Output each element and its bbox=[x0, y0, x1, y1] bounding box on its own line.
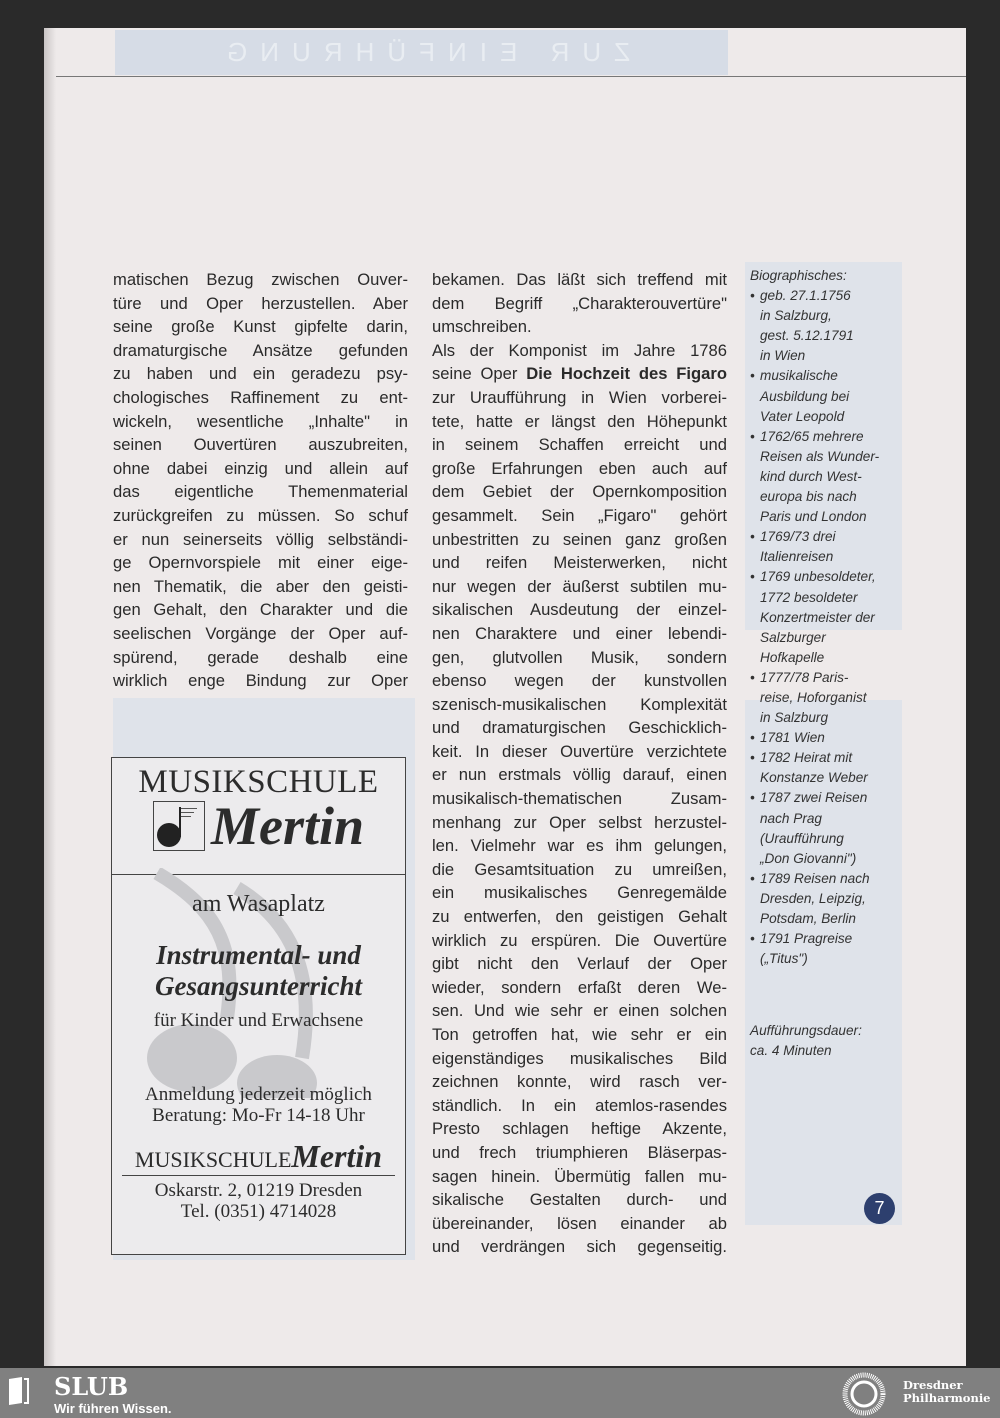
text-line: Presto schlagen heftige Akzente, bbox=[432, 1119, 727, 1139]
biography-line: 1789 Reisen nach bbox=[760, 870, 870, 886]
biography-item-text bbox=[760, 929, 852, 969]
text-line: übereinander, lösen einander ab bbox=[432, 1213, 727, 1233]
biography-item bbox=[750, 788, 900, 868]
text-line: gen Gehalt, den Charakter und die bbox=[113, 600, 408, 620]
philharmonie-name-line1: Dresdner bbox=[903, 1378, 963, 1392]
text-line: er nun erstmals völlig darauf, einen bbox=[432, 765, 727, 785]
text-line: dramaturgische Ansätze gefunden bbox=[113, 340, 408, 360]
text-line: len. Vielmehr war es ihm gelungen, bbox=[432, 836, 727, 856]
text-column-1 bbox=[113, 268, 408, 693]
bullet-icon: • bbox=[750, 730, 755, 746]
text-line: zu entwerfen, den geistigen Gehalt bbox=[432, 907, 727, 927]
biography-line: Paris und London bbox=[760, 509, 867, 525]
biography-line: 1777/78 Paris- bbox=[760, 669, 849, 685]
bullet-icon: • bbox=[750, 669, 755, 685]
biography-line: in Salzburg, bbox=[760, 308, 832, 324]
biography-line: 1772 besoldeter bbox=[760, 589, 858, 605]
bullet-icon: • bbox=[750, 368, 755, 384]
biography-sidebar bbox=[750, 266, 900, 1061]
opera-title: Die Hochzeit des Figaro bbox=[526, 364, 727, 384]
biography-line: geb. 27.1.1756 bbox=[760, 288, 851, 304]
ad-footer-name bbox=[122, 1138, 395, 1176]
text-line: unbestritten zu seinen ganz großen bbox=[432, 529, 727, 549]
bullet-icon: • bbox=[750, 288, 755, 304]
sidebar-heading: Biographisches: bbox=[750, 268, 847, 283]
text-line: gesammelt. Sein „Figaro" gehört bbox=[432, 505, 727, 525]
text-line: Als der Komponist im Jahre 1786 bbox=[432, 340, 727, 360]
ad-phone: Tel. (0351) 4714028 bbox=[180, 1201, 337, 1222]
text-line: bekamen. Das läßt sich treffend mit bbox=[432, 270, 727, 289]
text-line: keit. In dieser Ouvertüre verzichtete bbox=[432, 741, 727, 761]
binding-edge bbox=[44, 28, 56, 1366]
biography-item-text bbox=[760, 728, 825, 748]
biography-item bbox=[750, 869, 900, 929]
text-line: seelischen Vorgänge der Oper auf- bbox=[113, 623, 408, 643]
slub-tagline: Wir führen Wissen. bbox=[54, 1401, 172, 1416]
biography-item bbox=[750, 366, 900, 426]
text-line: chologisches Raffinement zu ent- bbox=[113, 387, 408, 407]
text-line: das eigentliche Themenmaterial bbox=[113, 482, 408, 502]
biography-line: Vater Leopold bbox=[760, 408, 845, 424]
ad-lessons bbox=[112, 940, 405, 1002]
biography-item-text bbox=[760, 567, 876, 667]
ad-footer-school-name: Mertin bbox=[291, 1138, 383, 1174]
biography-line: musikalische bbox=[760, 368, 838, 384]
biography-line: kind durch West- bbox=[760, 468, 862, 484]
section-title-showthrough: ZUR EINFÜHRUNG bbox=[213, 37, 630, 67]
text-line: dem Gebiet der Opernkomposition bbox=[432, 482, 727, 502]
text-line: wirklich zu erspüren. Die Ouvertüre bbox=[432, 930, 727, 950]
bullet-icon: • bbox=[750, 931, 755, 947]
bullet-icon: • bbox=[750, 790, 755, 806]
ad-logo bbox=[112, 796, 405, 856]
text-line: seine große Kunst gipfelte darin, bbox=[113, 317, 408, 337]
ad-consultation-hours: Beratung: Mo-Fr 14-18 Uhr bbox=[152, 1105, 365, 1126]
text-column-2 bbox=[432, 268, 727, 1259]
ad-title: MUSIKSCHULE bbox=[138, 764, 379, 800]
ad-contact bbox=[112, 1180, 405, 1222]
text-line: nen Charaktere und einer lebendi- bbox=[432, 623, 727, 643]
text-line: große Erfahrungen eben auch auf bbox=[432, 458, 727, 478]
ad-lessons-line1: Instrumental- und bbox=[156, 940, 361, 970]
biography-line: in Wien bbox=[760, 348, 806, 364]
philharmonie-logo-icon[interactable] bbox=[842, 1372, 886, 1416]
text-line: sikalische Gestalten durch- und bbox=[432, 1190, 727, 1210]
text-line: dem Begriff „Charakterouvertüre" bbox=[432, 293, 727, 313]
text-line: und frech triumphieren Bläserpas- bbox=[432, 1142, 727, 1162]
biography-line: Salzburger bbox=[760, 629, 826, 645]
duration-label: Aufführungsdauer: bbox=[750, 1023, 862, 1039]
text-line bbox=[432, 362, 727, 386]
text-line: menhang zur Oper selbst herzustel- bbox=[432, 812, 727, 832]
biography-line: 1781 Wien bbox=[760, 730, 825, 746]
text-line: zurückgreifen zu müssen. So schuf bbox=[113, 505, 408, 525]
biography-line: 1769/73 drei bbox=[760, 529, 836, 545]
header-rule bbox=[56, 76, 966, 77]
bullet-icon: • bbox=[750, 870, 755, 886]
biography-item bbox=[750, 668, 900, 728]
ad-registration: Anmeldung jederzeit möglich bbox=[145, 1084, 372, 1105]
biography-item-text bbox=[760, 427, 879, 527]
text-line: tete, hatte er längst den Höhepunkt bbox=[432, 411, 727, 431]
text-line: sikalischen Ausdeutung der einzel- bbox=[432, 600, 727, 620]
text-line: in seinem Schaffen erreicht und bbox=[432, 435, 727, 455]
text-line: türe und Oper herzustellen. Aber bbox=[113, 293, 408, 313]
biography-line: 1762/65 mehrere bbox=[760, 428, 864, 444]
philharmonie-name bbox=[903, 1379, 991, 1405]
biography-line: Ausbildung bei bbox=[760, 388, 850, 404]
ad-audience: für Kinder und Erwachsene bbox=[153, 1010, 364, 1031]
text-line: wirklich enge Bindung zur Oper bbox=[113, 671, 408, 691]
text-line: umschreiben. bbox=[432, 317, 532, 337]
biography-item bbox=[750, 567, 900, 667]
text-line: und verdrängen sich gegenseitig. bbox=[432, 1237, 727, 1257]
biography-line: Italienreisen bbox=[760, 549, 834, 565]
text-line: matischen Bezug zwischen Ouver- bbox=[113, 270, 408, 289]
text-line: ge Opernvorspiele mit einer eige- bbox=[113, 553, 408, 573]
text-line: und reifen Meisterwerken, nicht bbox=[432, 553, 727, 573]
biography-item-text bbox=[760, 668, 867, 728]
biography-item-text bbox=[760, 869, 870, 929]
text-line: ebenso wegen der kunstvollen bbox=[432, 671, 727, 691]
text-line: zeichnen konnte, wird rasch ver- bbox=[432, 1072, 727, 1092]
biography-line: nach Prag bbox=[760, 810, 822, 826]
biography-line: Reisen als Wunder- bbox=[760, 448, 880, 464]
biography-item-text bbox=[760, 527, 836, 567]
page-number: 7 bbox=[864, 1193, 895, 1224]
biography-line: 1787 zwei Reisen bbox=[760, 790, 868, 806]
biography-line: 1769 unbesoldeter, bbox=[760, 569, 876, 585]
biography-line: Konzertmeister der bbox=[760, 609, 875, 625]
text-line: ohne dabei einzig und allein auf bbox=[113, 458, 408, 478]
music-school-advertisement bbox=[111, 757, 406, 1255]
text-line: zu haben und ein geradezu psy- bbox=[113, 364, 408, 384]
biography-line: europa bis nach bbox=[760, 489, 857, 505]
biography-item bbox=[750, 728, 900, 748]
text-line: ständlich. In ein atemlos-rasendes bbox=[432, 1095, 727, 1115]
biography-line: gest. 5.12.1791 bbox=[760, 328, 854, 344]
biography-item bbox=[750, 286, 900, 366]
biography-item-text bbox=[760, 366, 849, 426]
biography-item bbox=[750, 748, 900, 788]
ad-registration-info bbox=[112, 1084, 405, 1126]
bullet-icon: • bbox=[750, 428, 755, 444]
footer-bar bbox=[0, 1368, 1000, 1418]
text-line: wieder, sondern erfaßt deren We- bbox=[432, 977, 727, 997]
text-line: szenisch-musikalischen Komplexität bbox=[432, 694, 727, 714]
ad-location: am Wasaplatz bbox=[192, 891, 325, 917]
text-line: ein musikalisches Genregemälde bbox=[432, 883, 727, 903]
biography-line: Potsdam, Berlin bbox=[760, 911, 856, 926]
biography-line: Dresden, Leipzig, bbox=[760, 890, 866, 906]
biography-line: in Salzburg bbox=[760, 710, 829, 726]
text-fragment: seine Oper bbox=[432, 364, 527, 384]
duration-value: ca. 4 Minuten bbox=[750, 1043, 832, 1059]
text-line: nur wegen der äußerst subtilen mu- bbox=[432, 576, 727, 596]
biography-item-text bbox=[760, 788, 867, 868]
music-note-icon bbox=[153, 801, 205, 851]
text-line: wickeln, wesentliche „Inhalte" in bbox=[113, 411, 408, 431]
biography-item-text bbox=[760, 748, 868, 788]
text-line: gen, glutvollen Musik, sondern bbox=[432, 647, 727, 667]
biography-line: „Don Giovanni") bbox=[760, 850, 857, 866]
text-line: sagen hinein. Übermütig fallen mu- bbox=[432, 1166, 727, 1186]
ad-school-name: Mertin bbox=[210, 796, 365, 856]
text-line: musikalisch-thematischen Zusam- bbox=[432, 789, 727, 809]
text-line: nen Thematik, die aber den geisti- bbox=[113, 576, 408, 596]
philharmonie-name-line2: Philharmonie bbox=[903, 1391, 991, 1405]
biography-item bbox=[750, 929, 900, 969]
text-line: seinen Ouvertüren auszubreiten, bbox=[113, 435, 408, 455]
biography-line: Hofkapelle bbox=[760, 649, 825, 665]
slub-book-icon bbox=[8, 1376, 30, 1406]
biography-line: 1782 Heirat mit bbox=[760, 750, 853, 766]
biography-line: 1791 Pragreise bbox=[760, 931, 853, 947]
biography-line: (Uraufführung bbox=[760, 830, 844, 846]
ad-lessons-line2: Gesangsunterricht bbox=[154, 971, 363, 1001]
section-header-band bbox=[115, 30, 728, 75]
text-line: gibt nicht den Verlauf der Oper bbox=[432, 954, 727, 974]
biography-line: („Titus") bbox=[760, 951, 808, 967]
text-line: sen. Und wie sehr er einen solchen bbox=[432, 1001, 727, 1021]
text-line: und dramaturgischen Geschicklich- bbox=[432, 718, 727, 738]
bullet-icon: • bbox=[750, 750, 755, 766]
biography-item-text bbox=[760, 286, 854, 366]
slub-logo-text[interactable]: SLUB bbox=[54, 1372, 129, 1401]
text-line: Ton getroffen hat, wie sehr er ein bbox=[432, 1025, 727, 1044]
ad-address: Oskarstr. 2, 01219 Dresden bbox=[154, 1180, 363, 1201]
biography-item bbox=[750, 527, 900, 567]
bullet-icon: • bbox=[750, 569, 755, 585]
text-line: zur Uraufführung in Wien vorberei- bbox=[432, 387, 727, 407]
ad-header bbox=[112, 764, 405, 875]
text-line: spürend, gerade deshalb eine bbox=[113, 647, 408, 667]
ad-footer-title: MUSIKSCHULE bbox=[134, 1147, 292, 1172]
bullet-icon: • bbox=[750, 529, 755, 545]
biography-line: reise, Hoforganist bbox=[760, 689, 867, 705]
text-line: eigenständiges musikalisches Bild bbox=[432, 1048, 727, 1068]
biography-item bbox=[750, 427, 900, 527]
text-line: die Gesamtsituation zu umreißen, bbox=[432, 859, 727, 879]
biography-line: Konstanze Weber bbox=[760, 770, 868, 786]
text-line: er nun seinerseits völlig selbständi- bbox=[113, 529, 408, 549]
